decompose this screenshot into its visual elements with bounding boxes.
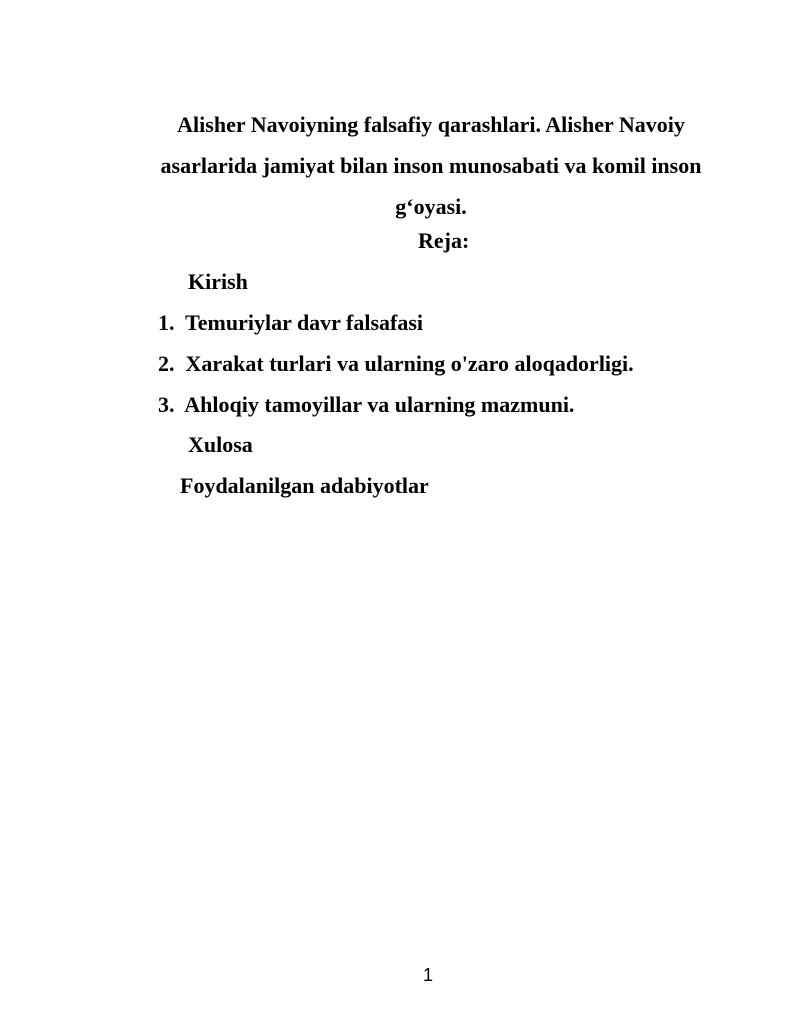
document-title [136, 104, 726, 227]
title-line-2: asarlarida jamiyat bilan inson munosabati va komil inson [160, 153, 702, 178]
toc-item-text: Temuriylar davr falsafasi [185, 310, 424, 335]
toc-item [158, 349, 634, 379]
toc-item [158, 390, 574, 420]
title-line-1: Alisher Navoiyning falsafiy qarashlari. Alisher Navoiy [177, 112, 685, 137]
page-number: 1 [422, 965, 433, 985]
toc-intro: Kirish [188, 269, 248, 294]
toc-item-number: 3. [158, 392, 175, 417]
toc-item-number: 2. [158, 351, 175, 376]
title-line-3: g‘oyasi. [395, 194, 467, 219]
toc-item [158, 308, 423, 338]
plan-heading: Reja: [418, 228, 470, 253]
toc-conclusion: Xulosa [188, 432, 253, 457]
toc-item-text: Xarakat turlari va ularning o'zaro aloqadorligi. [185, 351, 634, 376]
toc-references: Foydalanilgan adabiyotlar [180, 473, 429, 498]
toc-item-number: 1. [158, 310, 175, 335]
toc-item-text: Ahloqiy tamoyillar va ularning mazmuni. [184, 392, 575, 417]
